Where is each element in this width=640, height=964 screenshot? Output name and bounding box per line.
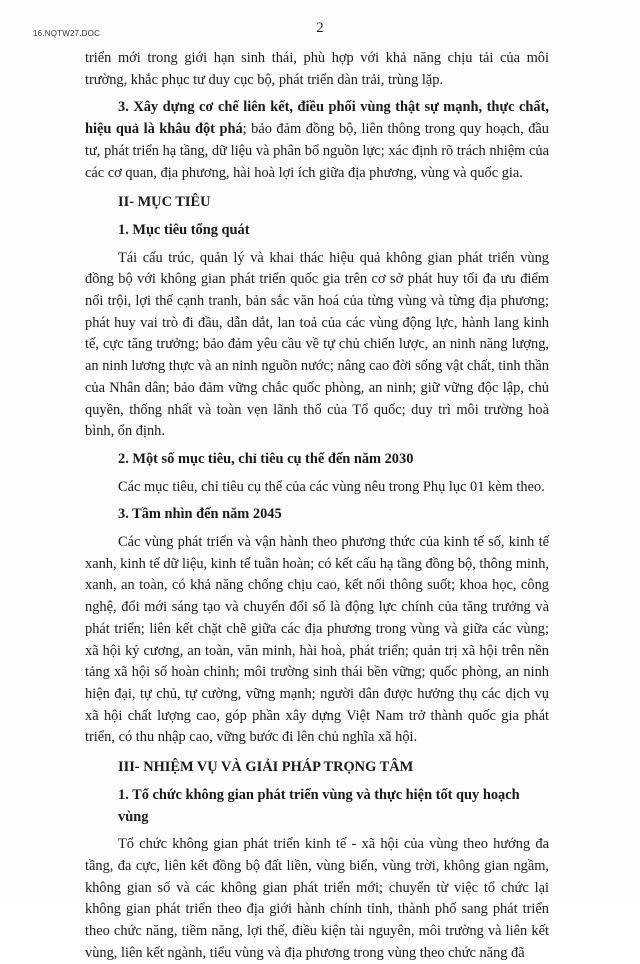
subheading-vision-2045: 3. Tầm nhìn đến năm 2045 [118,506,282,523]
item-3-lead: 3. Xây dựng cơ chế liên kết, điều phối vùng thật sự mạnh, thực chất, hiệu quả là khâu đột phá [85,99,549,138]
paragraph-vision-2045: Các vùng phát triển và vận hành theo phương thức của kinh tế số, kinh tế xanh, kinh tế dữ liệu, kinh tế tuần hoàn; có kết cấu hạ tầng đồng bộ, thông minh, xanh, an toàn, có khả năng chống chịu cao, kết nối thông suốt; khoa học, công nghệ, đổi mới sáng tạo và chuyển đổi số là động lực chính của tăng trưởng và phát triển; liên kết chặt chẽ giữa các địa phương trong vùng và giữa các vùng; xã hội kỷ cương, an toàn, văn minh, hài hoà, phát triển; quản trị xã hội trên nền tảng xã hội số hoàn chỉnh; môi trường sinh thái bền vững; quốc phòng, an ninh hiện đại, tự chủ, tự cường, vững mạnh; người dân được hưởng thụ các dịch vụ xã hội chất lượng cao, góp phần xây dựng Việt Nam trở thành quốc gia phát triển, có thu nhập cao, vững bước đi lên chủ nghĩa xã hội. [85,534,549,746]
subheading-general-objective: 1. Mục tiêu tổng quát [118,221,250,238]
section-heading-ii: II- MỤC TIÊU [118,194,211,211]
subheading-targets-2030: 2. Một số mục tiêu, chỉ tiêu cụ thể đến năm 2030 [118,450,414,467]
page-number: 2 [316,20,324,36]
paragraph-general-objective: Tái cấu trúc, quản lý và khai thác hiệu quả không gian phát triển vùng đồng bộ với không gian phát triển quốc gia trên cơ sở phát huy tối đa ưu điểm nổi trội, lợi thế cạnh tranh, bản sắc văn hoá của từng vùng và từng địa phương; phát huy vai trò đi đầu, dẫn dắt, lan toả của các vùng động lực, hành lang kinh tế, cực tăng trưởng; bảo đảm yêu cầu về tự chủ chiến lược, an ninh năng lượng, an ninh lương thực và an ninh nguồn nước; nâng cao đời sống vật chất, tinh thần của Nhân dân; bảo đảm vững chắc quốc phòng, an ninh; giữ vững độc lập, chủ quyền, thống nhất và toàn vẹn lãnh thổ của Tổ quốc; duy trì môi trường hoà bình, ổn định. [85,249,549,440]
file-reference: 16.NQTW27.DOC [33,29,101,38]
section-heading-iii: III- NHIỆM VỤ VÀ GIẢI PHÁP TRỌNG TÂM [118,759,414,776]
item-3-text: ; bảo đảm đồng bộ, liên thông trong quy hoạch, đầu tư, phát triển hạ tầng, dữ liệu và phân bổ nguồn lực; xác định rõ trách nhiệm của các cơ quan, địa phương, hài hoà lợi ích giữa địa phương, vùng và quốc gia. [85,121,549,181]
paragraph-targets-2030: Các mục tiêu, chỉ tiêu cụ thể của các vùng nêu trong Phụ lục 01 kèm theo. [118,478,545,495]
paragraph-item-3 [85,97,549,184]
paragraph-continuation: triển mới trong giới hạn sinh thái, phù hợp với khả năng chịu tải của môi trường, khắc phục tư duy cục bộ, phát triển dàn trải, trùng lặp. [85,50,549,88]
document-body [85,48,549,964]
subheading-regional-space: 1. Tổ chức không gian phát triển vùng và thực hiện tốt quy hoạch vùng [118,786,520,825]
paragraph-regional-space: Tổ chức không gian phát triển kinh tế - xã hội của vùng theo hướng đa tầng, đa cực, liên kết đồng bộ đất liền, vùng biển, vùng trời, không gian ngầm, không gian số và các không gian phát triển mới; chuyển từ việc tổ chức lại không gian phát triển theo địa giới hành chính tỉnh, thành phố sang phát triển theo chức năng, tiềm năng, lợi thế, điều kiện tài nguyên, môi trường và liên kết vùng, liên kết ngành, tiểu vùng và địa phương trong vùng theo chức năng đã [85,836,549,961]
